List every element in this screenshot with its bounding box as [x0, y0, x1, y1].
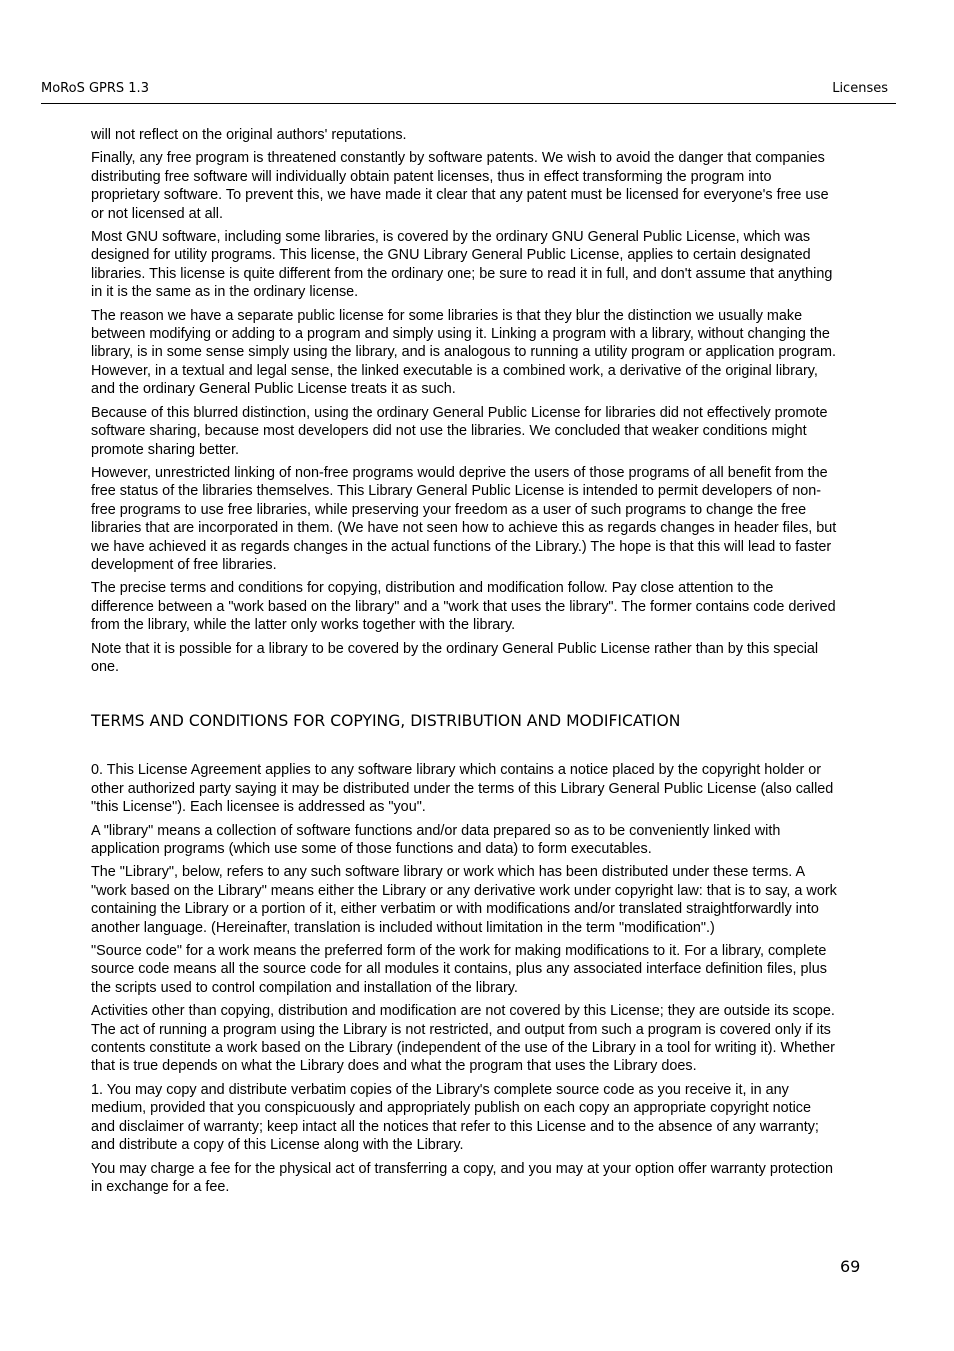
- header-section-title: Licenses: [832, 81, 888, 96]
- terms-paragraph: You may charge a fee for the physical act of transferring a copy, and you may at your option offer warranty protection in exchange for a fee.: [91, 1160, 834, 1195]
- paragraph: Finally, any free program is threatened constantly by software patents. We wish to avoid the danger that companies distributing free software will individually obtain patent licenses, thus in effect transforming the program into proprietary software. To prevent this, we have made it clear that any patent must be licensed for everyone's free use or not licensed at all.: [91, 150, 829, 222]
- paragraph: Note that it is possible for a library to be covered by the ordinary General Public License rather than by this special one.: [91, 640, 819, 675]
- header-document-title: MoRoS GPRS 1.3: [41, 81, 149, 96]
- section-heading: TERMS AND CONDITIONS FOR COPYING, DISTRIBUTION AND MODIFICATION: [91, 712, 681, 731]
- terms-paragraph: The "Library", below, refers to any such software library or work which has been distributed under these terms. A "work based on the Library" means either the Library or any derivative work under copyright law: that is to say, a work containing the Library or a portion of it, either verbatim or with modifications and/or translated straightforwardly into another language. (Hereinafter, translation is included without limitation in the term "modification".): [91, 864, 837, 936]
- terms-paragraph: 0. This License Agreement applies to any software library which contains a notice placed by the copyright holder or other authorized party saying it may be distributed under the terms of this Library General Public License (also called "this License"). Each licensee is addressed as "you".: [91, 762, 834, 816]
- page-number: 69: [840, 1257, 861, 1276]
- paragraph: Because of this blurred distinction, using the ordinary General Public License for libraries did not effectively promote software sharing, because most developers did not use the libraries. We concluded that weaker conditions might promote sharing better.: [91, 404, 828, 458]
- paragraph: However, unrestricted linking of non-free programs would deprive the users of those programs of all benefit from the free status of the libraries themselves. This Library General Public License is intended to permit developers of non-free programs to use free libraries, while preserving your freedom as a user of such programs to change the free libraries that are incorporated in them. (We have not seen how to achieve this as regards changes in header files, but we have achieved it as regards changes in the actual functions of the Library.) The hope is that this will lead to faster development of free libraries.: [91, 464, 837, 573]
- terms-paragraph: 1. You may copy and distribute verbatim copies of the Library's complete source code as you receive it, in any medium, provided that you conspicuously and appropriately publish on each copy an appropriate copyright notice and disclaimer of warranty; keep intact all the notices that refer to this License and to the absence of any warranty; and distribute a copy of this License along with the Library.: [91, 1081, 819, 1154]
- terms-paragraph: Activities other than copying, distribution and modification are not covered by this License; they are outside its scope. The act of running a program using the Library is not restricted, and output from such a program is covered only if its contents constitute a work based on the Library (independent of the use of the Library in a tool for writing it). Whether that is true depends on what the Library does and what the program that uses the Library does.: [91, 1003, 835, 1075]
- terms-paragraph: A "library" means a collection of software functions and/or data prepared so as to be conveniently linked with application programs (which use some of those functions and data) to form executables.: [91, 822, 781, 857]
- terms-section: [91, 761, 837, 1196]
- paragraph: The precise terms and conditions for copying, distribution and modification follow. Pay close attention to the difference between a "work based on the library" and a "work that uses the library". The former contains code derived from the library, while the latter only works together with the library.: [91, 580, 836, 634]
- page-content: [91, 126, 837, 1201]
- paragraph: Most GNU software, including some libraries, is covered by the ordinary GNU General Public License, which was designed for utility programs. This license, the GNU Library General Public License, applies to certain designated libraries. This license is quite different from the ordinary one; be sure to read it in full, and don't assume that anything in it is the same as in the ordinary license.: [91, 229, 833, 301]
- page-header: [41, 79, 896, 104]
- paragraph: The reason we have a separate public license for some libraries is that they blur the distinction we usually make between modifying or adding to a program and simply using it. Linking a program with a library, without changing the library, is in some sense simply using the library, and is analogous to running a utility program or application program. However, in a textual and legal sense, the linked executable is a combined work, a derivative of the original library, and the ordinary General Public License treats it as such.: [91, 307, 836, 398]
- paragraph: will not reflect on the original authors' reputations.: [91, 127, 407, 143]
- terms-paragraph: "Source code" for a work means the preferred form of the work for making modifications to it. For a library, complete source code means all the source code for all modules it contains, plus any associated interface definition files, plus the scripts used to control compilation and installation of the library.: [91, 943, 827, 996]
